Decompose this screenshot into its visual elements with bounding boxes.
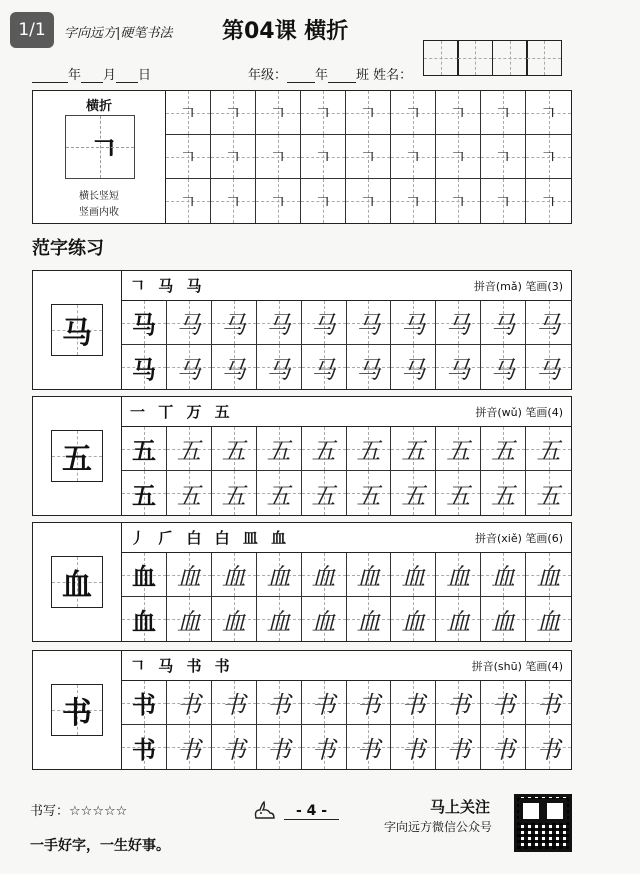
stroke-practice-cell[interactable] (481, 135, 526, 179)
handwritten-char: 血 (266, 607, 291, 636)
practice-cell[interactable] (436, 681, 481, 725)
handwritten-char: 马 (401, 311, 426, 339)
model-char-printed: 书 (131, 734, 156, 764)
char-practice-panel (122, 522, 572, 642)
handwritten-char: 五 (401, 481, 426, 510)
handwritten-char: 血 (176, 607, 201, 636)
stroke-practice-cell[interactable] (166, 179, 211, 223)
handwritten-char: 马 (221, 311, 246, 339)
practice-cell[interactable] (347, 725, 392, 769)
year-label: 年 (68, 68, 82, 83)
stroke-glyph: 𠃍 (449, 148, 466, 167)
stroke-practice-cell[interactable] (166, 91, 211, 135)
grade-row (248, 64, 412, 83)
handwritten-char: 五 (221, 481, 246, 510)
stroke-demo-glyph: 𠃍 (90, 133, 119, 166)
practice-cell[interactable] (481, 427, 526, 471)
practice-cell[interactable] (436, 471, 481, 515)
model-char-printed: 马 (131, 310, 156, 339)
handwritten-char: 马 (311, 311, 336, 339)
handwritten-char: 马 (221, 355, 246, 384)
practice-cell[interactable] (167, 681, 212, 725)
handwritten-char: 马 (176, 355, 201, 384)
page-counter[interactable]: 1/1 (10, 12, 54, 48)
pinyin: 拼音(shū) (471, 659, 522, 673)
pinyin: 拼音(wǔ) (475, 405, 522, 419)
practice-cell[interactable] (302, 681, 347, 725)
practice-cell[interactable] (212, 427, 257, 471)
practice-cell[interactable] (391, 427, 436, 471)
handwritten-char: 书 (356, 691, 381, 719)
handwritten-char: 马 (176, 311, 201, 339)
practice-cell[interactable] (347, 345, 392, 389)
stroke-order: 一 丅 万 五 (130, 403, 234, 421)
practice-cell[interactable] (391, 553, 436, 597)
handwritten-char: 血 (491, 563, 516, 591)
model-char: 五 (62, 442, 92, 477)
practice-cell[interactable] (212, 681, 257, 725)
char-practice-section (32, 270, 572, 390)
handwritten-char: 五 (176, 437, 201, 465)
char-practice-panel (122, 650, 572, 770)
char-practice-grid (122, 681, 571, 769)
model-char-printed: 血 (131, 606, 156, 636)
practice-cell[interactable] (302, 553, 347, 597)
year-blank[interactable] (32, 69, 68, 83)
practice-cell[interactable] (167, 427, 212, 471)
section-title: 范字练习 (32, 238, 104, 259)
handwritten-char: 五 (446, 481, 471, 510)
model-char: 血 (62, 568, 92, 603)
stroke-glyph: 𠃍 (179, 104, 196, 123)
stroke-glyph: 𠃍 (314, 192, 331, 212)
grade-year-label: 年 (315, 68, 329, 83)
name-box[interactable] (423, 40, 459, 76)
model-char: 马 (62, 316, 92, 351)
char-practice-panel (122, 270, 572, 390)
char-info-row (122, 397, 571, 427)
stroke-glyph: 𠃍 (404, 192, 421, 212)
pinyin-info (475, 530, 563, 546)
handwritten-char: 五 (536, 437, 561, 465)
month-label: 月 (103, 68, 117, 83)
practice-cell[interactable] (526, 553, 571, 597)
stroke-practice-cell[interactable] (256, 135, 301, 179)
pinyin-info (474, 278, 563, 294)
practice-cell[interactable] (302, 301, 347, 345)
practice-cell[interactable] (436, 553, 481, 597)
stroke-demo-grid (65, 115, 135, 179)
practice-cell[interactable] (526, 725, 571, 769)
handwritten-char: 书 (536, 691, 561, 719)
handwritten-char: 五 (536, 481, 561, 510)
practice-cell[interactable] (436, 597, 481, 641)
practice-cell[interactable] (436, 427, 481, 471)
stroke-count: 笔画(4) (525, 405, 563, 419)
stroke-glyph: 𠃍 (359, 104, 376, 123)
stroke-order: 𠃍 马 马 (130, 277, 206, 295)
stroke-count: 笔画(4) (525, 659, 563, 673)
handwritten-char: 五 (356, 437, 381, 465)
stroke-tip: 横长竖短 (79, 191, 119, 202)
practice-cell[interactable] (167, 345, 212, 389)
practice-cell[interactable] (347, 301, 392, 345)
handwritten-char: 五 (491, 437, 516, 465)
stroke-order: 丿 𠂆 白 白 皿 血 (130, 529, 291, 547)
practice-cell[interactable] (122, 725, 167, 769)
handwritten-char: 书 (491, 691, 516, 719)
handwritten-char: 血 (176, 563, 201, 591)
pinyin: 拼音(mǎ) (473, 279, 522, 293)
lesson-title: 第04课 横折 (222, 19, 349, 44)
practice-cell[interactable] (167, 471, 212, 515)
stroke-glyph: 𠃍 (314, 104, 331, 123)
handwritten-char: 五 (446, 437, 471, 465)
practice-cell[interactable] (526, 681, 571, 725)
stroke-glyph: 𠃍 (449, 192, 466, 212)
handwritten-char: 马 (401, 355, 426, 384)
practice-cell[interactable] (481, 597, 526, 641)
stroke-practice-cell[interactable] (301, 91, 346, 135)
stroke-glyph: 𠃍 (540, 148, 557, 167)
stroke-count: 笔画(3) (525, 279, 563, 293)
stroke-order: 𠃍 马 书 书 (130, 657, 234, 675)
practice-cell[interactable] (257, 681, 302, 725)
handwritten-char: 五 (176, 481, 201, 510)
stroke-glyph: 𠃍 (224, 148, 241, 167)
practice-cell[interactable] (347, 681, 392, 725)
model-char-printed: 马 (131, 354, 156, 384)
practice-cell[interactable] (257, 597, 302, 641)
handwritten-char: 血 (401, 607, 426, 636)
practice-cell[interactable] (481, 681, 526, 725)
stroke-practice-cell[interactable] (211, 91, 256, 135)
stroke-practice-cell[interactable] (256, 179, 301, 223)
handwritten-char: 血 (221, 607, 246, 636)
stroke-practice-cell[interactable] (346, 91, 391, 135)
stroke-practice-cell[interactable] (211, 135, 256, 179)
practice-cell[interactable] (122, 597, 167, 641)
handwritten-char: 书 (311, 691, 336, 719)
rabbit-icon (252, 800, 278, 822)
stroke-glyph: 𠃍 (359, 148, 376, 167)
char-practice-grid (122, 427, 571, 515)
handwritten-char: 马 (536, 355, 561, 384)
practice-cell[interactable] (122, 471, 167, 515)
handwritten-char: 血 (401, 563, 426, 591)
handwritten-char: 血 (221, 563, 246, 591)
day-blank[interactable] (116, 69, 138, 83)
stroke-practice-cell[interactable] (166, 135, 211, 179)
practice-cell[interactable] (302, 471, 347, 515)
handwritten-char: 马 (446, 311, 471, 339)
char-practice-section (32, 650, 572, 770)
handwritten-char: 血 (446, 607, 471, 636)
practice-cell[interactable] (257, 553, 302, 597)
handwritten-char: 书 (401, 735, 426, 764)
char-info-row (122, 271, 571, 301)
stroke-practice-cell[interactable] (346, 135, 391, 179)
practice-cell[interactable] (122, 553, 167, 597)
date-row (32, 64, 151, 83)
handwritten-char: 书 (491, 735, 516, 764)
stroke-glyph: 𠃍 (540, 192, 557, 212)
practice-cell[interactable] (481, 725, 526, 769)
model-char-printed: 书 (131, 690, 156, 719)
char-practice-grid (122, 301, 571, 389)
stroke-glyph: 𠃍 (494, 104, 511, 123)
handwritten-char: 五 (266, 481, 291, 510)
handwritten-char: 马 (266, 355, 291, 384)
practice-cell[interactable] (122, 681, 167, 725)
stroke-tip: 竖画内收 (79, 207, 119, 218)
stroke-practice-cell[interactable] (211, 179, 256, 223)
rating-stars[interactable]: ☆☆☆☆☆ (69, 804, 128, 819)
pinyin-info (472, 658, 563, 674)
stroke-glyph: 𠃍 (359, 192, 376, 212)
handwritten-char: 血 (491, 607, 516, 636)
stroke-glyph: 𠃍 (494, 192, 511, 212)
practice-cell[interactable] (391, 597, 436, 641)
rating (30, 800, 127, 819)
handwritten-char: 书 (221, 735, 246, 764)
stroke-practice-cell[interactable] (526, 135, 571, 179)
handwritten-char: 马 (311, 355, 336, 384)
follow-title: 马上关注 (430, 798, 491, 816)
char-info-row (122, 651, 571, 681)
stroke-glyph: 𠃍 (269, 148, 286, 167)
handwritten-char: 血 (356, 563, 381, 591)
stroke-practice-cell[interactable] (481, 179, 526, 223)
stroke-glyph: 𠃍 (540, 104, 557, 123)
motto: 一手好字，一生好事。 (30, 838, 170, 854)
practice-cell[interactable] (257, 725, 302, 769)
stroke-practice-cell[interactable] (526, 91, 571, 135)
model-char-box (51, 556, 103, 608)
handwritten-char: 血 (356, 607, 381, 636)
model-char-printed: 五 (131, 480, 156, 510)
handwritten-char: 马 (536, 311, 561, 339)
stroke-glyph: 𠃍 (404, 148, 421, 167)
practice-cell[interactable] (257, 345, 302, 389)
practice-cell[interactable] (347, 427, 392, 471)
practice-cell[interactable] (122, 345, 167, 389)
stroke-count: 笔画(6) (525, 531, 563, 545)
pinyin: 拼音(xiě) (474, 531, 522, 545)
handwritten-char: 五 (266, 437, 291, 465)
practice-cell[interactable] (212, 597, 257, 641)
stroke-practice-cell[interactable] (436, 179, 481, 223)
char-practice-panel (122, 396, 572, 516)
class-blank[interactable] (328, 69, 356, 83)
practice-cell[interactable] (481, 345, 526, 389)
follow-subtitle: 字向远方微信公众号 (384, 820, 493, 834)
stroke-glyph: 𠃍 (269, 192, 286, 212)
practice-cell[interactable] (302, 597, 347, 641)
stroke-practice-cell[interactable] (391, 179, 436, 223)
stroke-practice-cell[interactable] (301, 179, 346, 223)
handwritten-char: 五 (311, 437, 336, 465)
handwritten-char: 书 (311, 735, 336, 764)
handwritten-char: 血 (266, 563, 291, 591)
stroke-practice-cell[interactable] (481, 91, 526, 135)
stroke-practice-cell[interactable] (436, 91, 481, 135)
grade-label: 年级： (248, 68, 288, 83)
practice-cell[interactable] (122, 427, 167, 471)
rating-label: 书写： (30, 804, 70, 819)
handwritten-char: 血 (311, 563, 336, 591)
month-blank[interactable] (81, 69, 103, 83)
stroke-glyph: 𠃍 (179, 148, 196, 167)
stroke-glyph: 𠃍 (404, 104, 421, 123)
handwritten-char: 书 (401, 691, 426, 719)
model-char-panel (32, 270, 122, 390)
practice-cell[interactable] (257, 471, 302, 515)
practice-cell[interactable] (212, 725, 257, 769)
handwritten-char: 五 (356, 481, 381, 510)
practice-cell[interactable] (212, 345, 257, 389)
model-char: 书 (62, 696, 92, 731)
handwritten-char: 书 (266, 735, 291, 764)
practice-cell[interactable] (167, 597, 212, 641)
practice-cell[interactable] (212, 471, 257, 515)
stroke-demo-panel (32, 90, 166, 224)
model-char-panel (32, 650, 122, 770)
practice-cell[interactable] (257, 427, 302, 471)
stroke-demo-title: 横折 (85, 99, 112, 114)
handwritten-char: 书 (266, 691, 291, 719)
handwritten-char: 书 (446, 691, 471, 719)
model-char-box (51, 684, 103, 736)
practice-cell[interactable] (347, 597, 392, 641)
handwritten-char: 书 (176, 691, 201, 719)
handwritten-char: 马 (491, 311, 516, 339)
handwritten-char: 马 (266, 311, 291, 339)
name-box[interactable] (526, 40, 562, 76)
page-number (252, 800, 339, 822)
char-practice-section (32, 522, 572, 642)
handwritten-char: 血 (311, 607, 336, 636)
stroke-practice-cell[interactable] (526, 179, 571, 223)
model-char-panel (32, 522, 122, 642)
practice-cell[interactable] (302, 427, 347, 471)
stroke-practice-cell[interactable] (391, 91, 436, 135)
model-char-box (51, 304, 103, 356)
handwritten-char: 书 (536, 735, 561, 764)
stroke-practice-cell[interactable] (436, 135, 481, 179)
handwritten-char: 马 (356, 311, 381, 339)
handwritten-char: 五 (221, 437, 246, 465)
stroke-practice-cell[interactable] (256, 91, 301, 135)
handwritten-char: 马 (356, 355, 381, 384)
practice-cell[interactable] (526, 427, 571, 471)
stroke-practice-cell[interactable] (301, 135, 346, 179)
handwritten-char: 五 (491, 481, 516, 510)
practice-cell[interactable] (481, 553, 526, 597)
handwritten-char: 书 (446, 735, 471, 764)
practice-cell[interactable] (212, 553, 257, 597)
handwritten-char: 书 (176, 735, 201, 764)
practice-cell[interactable] (481, 301, 526, 345)
char-practice-grid (122, 553, 571, 641)
practice-cell[interactable] (122, 301, 167, 345)
practice-cell[interactable] (526, 597, 571, 641)
class-name-label: 班 姓名： (356, 68, 413, 83)
stroke-glyph: 𠃍 (224, 104, 241, 123)
practice-cell[interactable] (526, 345, 571, 389)
practice-cell[interactable] (391, 725, 436, 769)
stroke-glyph: 𠃍 (179, 192, 196, 212)
practice-cell[interactable] (212, 301, 257, 345)
name-box[interactable] (457, 40, 493, 76)
stroke-practice-section (32, 90, 572, 224)
qr-code-icon[interactable] (514, 794, 572, 852)
model-char-panel (32, 396, 122, 516)
name-boxes (424, 40, 562, 76)
model-char-printed: 血 (131, 562, 156, 591)
practice-cell[interactable] (391, 301, 436, 345)
char-practice-section (32, 396, 572, 516)
day-label: 日 (138, 68, 152, 83)
handwritten-char: 马 (491, 355, 516, 384)
practice-cell[interactable] (167, 725, 212, 769)
stroke-glyph: 𠃍 (224, 192, 241, 212)
brand-logo: 字向远方|硬笔书法 (64, 26, 173, 41)
handwritten-char: 书 (356, 735, 381, 764)
practice-cell[interactable] (347, 553, 392, 597)
practice-cell[interactable] (436, 345, 481, 389)
practice-cell[interactable] (257, 301, 302, 345)
stroke-practice-grid (166, 90, 572, 224)
stroke-glyph: 𠃍 (314, 148, 331, 167)
practice-cell[interactable] (391, 345, 436, 389)
stroke-practice-cell[interactable] (391, 135, 436, 179)
practice-cell[interactable] (436, 725, 481, 769)
handwritten-char: 五 (401, 437, 426, 465)
model-char-box (51, 430, 103, 482)
model-char-printed: 五 (131, 436, 156, 465)
practice-cell[interactable] (391, 681, 436, 725)
grade-blank[interactable] (287, 69, 315, 83)
practice-cell[interactable] (167, 301, 212, 345)
practice-cell[interactable] (436, 301, 481, 345)
handwritten-char: 血 (446, 563, 471, 591)
practice-cell[interactable] (526, 471, 571, 515)
stroke-glyph: 𠃍 (269, 104, 286, 123)
practice-cell[interactable] (167, 553, 212, 597)
stroke-practice-cell[interactable] (346, 179, 391, 223)
practice-cell[interactable] (347, 471, 392, 515)
pinyin-info (475, 404, 563, 420)
handwritten-char: 马 (446, 355, 471, 384)
handwritten-char: 血 (536, 607, 561, 636)
practice-cell[interactable] (302, 725, 347, 769)
practice-cell[interactable] (302, 345, 347, 389)
stroke-glyph: 𠃍 (449, 104, 466, 123)
stroke-glyph: 𠃍 (494, 148, 511, 167)
practice-cell[interactable] (526, 301, 571, 345)
char-info-row (122, 523, 571, 553)
practice-cell[interactable] (481, 471, 526, 515)
page-number-text: - 4 - (284, 803, 339, 820)
handwritten-char: 血 (536, 563, 561, 591)
practice-cell[interactable] (391, 471, 436, 515)
handwritten-char: 书 (221, 691, 246, 719)
handwritten-char: 五 (311, 481, 336, 510)
name-box[interactable] (492, 40, 528, 76)
